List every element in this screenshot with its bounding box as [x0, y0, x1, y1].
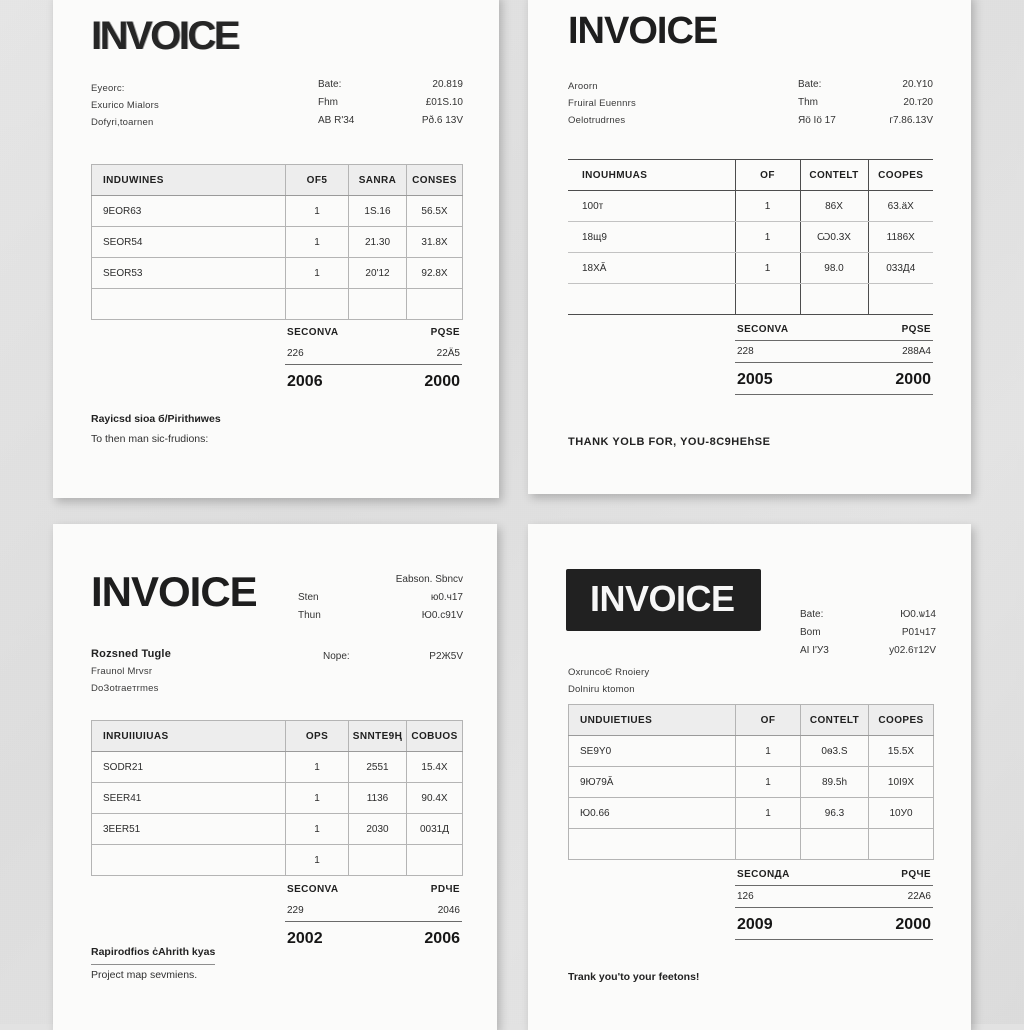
meta-row [798, 112, 933, 130]
totals-grand-value: 2000 [895, 371, 931, 388]
meta-row [298, 607, 463, 625]
totals-grand-label: 2002 [287, 930, 323, 947]
cell-description: SE9Y0 [569, 736, 736, 767]
meta-row [318, 76, 463, 94]
cell-amount: 10I9X [869, 767, 934, 798]
footer-line-1: Rayicsd ѕioa б/Pirithиwes [91, 413, 221, 425]
table-row[interactable] [92, 227, 463, 258]
table-row[interactable] [569, 736, 934, 767]
column-header-rate: CONTELT [800, 160, 868, 191]
cell-description: SODR21 [92, 752, 286, 783]
page-title: INVOICE [590, 578, 735, 619]
totals-grand-label: 2006 [287, 373, 323, 390]
meta-row [800, 642, 936, 660]
totals-subtotal-value: 228 [737, 346, 754, 357]
cell-amount: 0031Д [407, 814, 463, 845]
column-header-amount: COBUOS [407, 721, 463, 752]
cell-rate [801, 829, 869, 860]
table-row[interactable] [568, 253, 933, 284]
meta-key: Sten [298, 592, 319, 603]
meta-row [323, 648, 463, 666]
cell-description: Ю0.66 [569, 798, 736, 829]
column-header-rate: CONTELT [801, 705, 869, 736]
totals-subtotal-label: SECONVA [287, 884, 339, 895]
column-header-qty: OF [735, 160, 800, 191]
meta-header: Eabson. Sbncv [395, 574, 463, 585]
table-row-empty[interactable] [569, 829, 934, 860]
cell-rate [800, 284, 868, 315]
cell-qty: 1 [286, 845, 349, 876]
meta-value: Ю0.ѡ14 [900, 609, 936, 620]
meta-value: £01Ѕ.10 [425, 97, 463, 108]
totals-subtotal-label: SECONVA [287, 327, 339, 338]
line-items-table[interactable] [91, 720, 463, 876]
meta-value: Ю0.с91V [421, 610, 463, 621]
cell-description: SEOR54 [92, 227, 286, 258]
column-header-description: INOUHMUAS [568, 160, 735, 191]
invoice-card-bottom-right[interactable] [528, 524, 971, 1030]
invoice-meta-block [800, 606, 936, 660]
column-header-qty: OF5 [286, 165, 349, 196]
table-header-row [92, 165, 463, 196]
cell-rate [349, 289, 407, 320]
cell-qty: 1 [286, 196, 349, 227]
totals-header-row [285, 322, 462, 343]
bill-to-line-3: DoЗotraeтrmes [91, 683, 159, 694]
cell-description [568, 284, 735, 315]
bill-to-line-1: Aroorn [568, 81, 598, 92]
cell-qty: 1 [286, 814, 349, 845]
table-header-row [569, 705, 934, 736]
cell-qty: 1 [736, 798, 801, 829]
cell-qty: 1 [735, 253, 800, 284]
table-row[interactable] [568, 191, 933, 222]
cell-description: SEER41 [92, 783, 286, 814]
bill-to-line-2: Fruiral Euennrs [568, 98, 636, 109]
cell-rate: 86X [800, 191, 868, 222]
totals-tax-label: PQЧE [901, 869, 931, 880]
invoice-meta-extra [323, 648, 463, 666]
column-header-amount: COOPES [869, 705, 934, 736]
cell-description: 9EOR63 [92, 196, 286, 227]
cell-qty: 1 [286, 783, 349, 814]
totals-block [285, 322, 462, 396]
column-header-rate: SANRA [349, 165, 407, 196]
table-header-row [568, 160, 933, 191]
table-row[interactable] [569, 798, 934, 829]
line-items-table[interactable] [568, 704, 934, 860]
meta-key: Яӧ Iӧ 17 [798, 115, 836, 126]
cell-description: SEOR53 [92, 258, 286, 289]
cell-qty [286, 289, 349, 320]
bill-to-line-1: Eyeorc: [91, 83, 125, 94]
bill-to-line-2: Fraunol Mrvsr [91, 666, 153, 677]
cell-amount: 15.4X [407, 752, 463, 783]
footer-line-1: Trank you'to your feetons! [568, 971, 700, 983]
footer-note [91, 409, 221, 449]
totals-sub-row [735, 341, 933, 363]
cell-rate: 96.3 [801, 798, 869, 829]
cell-description: 18щ9 [568, 222, 735, 253]
cell-description: 9Ю79Ӑ [569, 767, 736, 798]
cell-rate: 1136 [349, 783, 407, 814]
bill-to-line-2: Exurico Mialors [91, 100, 159, 111]
invoice-card-bottom-left[interactable] [53, 524, 497, 1030]
totals-block [735, 864, 933, 940]
meta-key: Bom [800, 627, 821, 638]
totals-tax-value: 2046 [437, 905, 460, 916]
meta-value: ю0.ч17 [430, 592, 463, 603]
totals-header-row [285, 879, 462, 900]
meta-key: АІ I'У3 [800, 645, 829, 656]
cell-amount [868, 284, 933, 315]
footer-line-1: THANK YOLB FOR, YOU-8C9HEһSE [568, 436, 771, 448]
cell-amount [407, 289, 463, 320]
cell-amount: 63.ӓX [868, 191, 933, 222]
cell-description [92, 289, 286, 320]
totals-grand-value: 2000 [895, 916, 931, 933]
meta-key: Thun [298, 610, 321, 621]
meta-row [800, 606, 936, 624]
column-header-description: UNDUIETIUES [569, 705, 736, 736]
meta-key: Bate: [318, 79, 342, 90]
totals-grand-label: 2009 [737, 916, 773, 933]
meta-value: 20.т20 [903, 97, 933, 108]
meta-value: Pð.6 13V [421, 115, 463, 126]
bill-to-line-2: Dolniru ktomon [568, 684, 635, 695]
cell-rate: 2030 [349, 814, 407, 845]
cell-rate: 2551 [349, 752, 407, 783]
invoice-meta-block [298, 571, 463, 625]
totals-grand-row [735, 908, 933, 940]
cell-qty: 1 [286, 227, 349, 258]
cell-amount: 90.4X [407, 783, 463, 814]
bill-to-block [568, 78, 636, 129]
cell-rate: 0ѳ3.S [801, 736, 869, 767]
footer-line-1: Rapirodfioѕ ċAhrith kyas [91, 942, 215, 965]
cell-amount: 31.8X [407, 227, 463, 258]
cell-amount: 033Д4 [868, 253, 933, 284]
meta-value: Р2Ж5V [429, 651, 463, 662]
cell-description [92, 845, 286, 876]
totals-sub-row [285, 343, 462, 365]
cell-description: 3EER51 [92, 814, 286, 845]
meta-key: Nope: [323, 651, 350, 662]
totals-subtotal-label: SECONVA [737, 324, 789, 335]
cell-amount: 10У0 [869, 798, 934, 829]
column-header-amount: COOPES [868, 160, 933, 191]
line-items-table[interactable] [568, 159, 933, 315]
footer-line-2: Project map sevmiens. [91, 969, 198, 981]
page-title: INVOICE [568, 10, 718, 52]
cell-rate [349, 845, 407, 876]
cell-qty [736, 829, 801, 860]
meta-key: AB R'34 [318, 115, 355, 126]
invoice-title-badge [566, 569, 761, 631]
totals-subtotal-value: 126 [737, 891, 754, 902]
cell-qty: 1 [736, 767, 801, 798]
table-row[interactable] [568, 222, 933, 253]
table-row[interactable] [92, 258, 463, 289]
invoice-meta-block [318, 76, 463, 130]
invoice-card-top-left[interactable] [53, 0, 499, 498]
cell-rate: 20'12 [349, 258, 407, 289]
cell-rate: 21.30 [349, 227, 407, 258]
totals-grand-label: 2005 [737, 371, 773, 388]
bill-to-line-3: Dofyri,toarnen [91, 117, 154, 128]
column-header-description: INDUWINES [92, 165, 286, 196]
cell-amount [869, 829, 934, 860]
page-title: INVOICE [91, 14, 238, 58]
cell-amount: 15.5X [869, 736, 934, 767]
totals-sub-row [285, 900, 462, 922]
cell-rate: 1Ѕ.16 [349, 196, 407, 227]
column-header-amount: CONSES [407, 165, 463, 196]
page-title: INVOICE [91, 568, 257, 615]
cell-rate: 98.0 [800, 253, 868, 284]
bill-to-block [91, 646, 171, 697]
meta-key: Bate: [800, 609, 824, 620]
totals-grand-value: 2006 [424, 930, 460, 947]
table-row[interactable] [569, 767, 934, 798]
invoice-meta-block [798, 76, 933, 130]
meta-key: Bate: [798, 79, 822, 90]
meta-row [798, 76, 933, 94]
footer-note [91, 942, 215, 985]
totals-grand-row [735, 363, 933, 395]
totals-tax-value: 22А6 [907, 891, 931, 902]
totals-grand-row [285, 922, 462, 953]
totals-sub-row [735, 886, 933, 908]
cell-description: 18XӐ [568, 253, 735, 284]
totals-header-row [735, 319, 933, 341]
totals-tax-value: 22Ä5 [436, 348, 460, 359]
meta-row [318, 112, 463, 130]
bill-to-block [568, 664, 649, 698]
meta-row [318, 94, 463, 112]
table-row-empty[interactable] [568, 284, 933, 315]
meta-row [298, 589, 463, 607]
line-items-table[interactable] [91, 164, 463, 320]
meta-value: 20.Ү10 [902, 79, 933, 90]
cell-amount: 1186X [868, 222, 933, 253]
totals-tax-label: PQЅE [901, 324, 931, 335]
meta-row [798, 94, 933, 112]
totals-subtotal-value: 226 [287, 348, 304, 359]
meta-key: Fhm [318, 97, 338, 108]
cell-qty: 1 [736, 736, 801, 767]
cell-qty: 1 [286, 258, 349, 289]
table-row[interactable] [92, 196, 463, 227]
column-header-qty: OF [736, 705, 801, 736]
totals-grand-row [285, 365, 462, 396]
bill-to-line-1: Rozsned Tugle [91, 648, 172, 660]
footer-note [568, 432, 770, 452]
totals-grand-value: 2000 [424, 373, 460, 390]
meta-value: Р01ч17 [901, 627, 936, 638]
totals-tax-label: PDЧE [430, 884, 460, 895]
cell-qty: 1 [286, 752, 349, 783]
totals-subtotal-value: 229 [287, 905, 304, 916]
totals-subtotal-label: SECONДA [737, 869, 790, 880]
cell-amount: 56.5X [407, 196, 463, 227]
meta-key: Thm [798, 97, 818, 108]
cell-qty: 1 [735, 191, 800, 222]
footer-line-2: To then man sic-frudions: [91, 433, 209, 445]
table-header-row [92, 721, 463, 752]
footer-note [568, 967, 699, 987]
table-row-empty[interactable] [92, 845, 463, 876]
column-header-qty: OPS [286, 721, 349, 752]
cell-qty: 1 [735, 222, 800, 253]
column-header-description: INRUIIUIUAS [92, 721, 286, 752]
cell-rate: 89.5һ [801, 767, 869, 798]
totals-tax-value: 288А4 [902, 346, 931, 357]
cell-qty [735, 284, 800, 315]
column-header-rate: SNNTE9Ң [349, 721, 407, 752]
table-row[interactable] [92, 783, 463, 814]
cell-amount [407, 845, 463, 876]
bill-to-line-3: Oelotrudrnes [568, 115, 626, 126]
totals-block [735, 319, 933, 395]
cell-description: 100т [568, 191, 735, 222]
cell-rate: Ѡ0.3X [800, 222, 868, 253]
totals-block [285, 879, 462, 953]
meta-value: 20.819 [432, 79, 463, 90]
invoice-card-top-right[interactable] [528, 0, 971, 494]
meta-row [800, 624, 936, 642]
table-row[interactable] [92, 752, 463, 783]
table-row[interactable] [92, 814, 463, 845]
table-row-empty[interactable] [92, 289, 463, 320]
bill-to-line-1: OxruncoЄ Rnoiery [568, 667, 650, 678]
cell-description [569, 829, 736, 860]
totals-tax-label: PQSE [430, 327, 460, 338]
bill-to-block [91, 80, 159, 131]
meta-value: г7.86.13V [889, 115, 933, 126]
cell-amount: 92.8X [407, 258, 463, 289]
meta-value: у02.6т12V [889, 645, 936, 656]
totals-header-row [735, 864, 933, 886]
